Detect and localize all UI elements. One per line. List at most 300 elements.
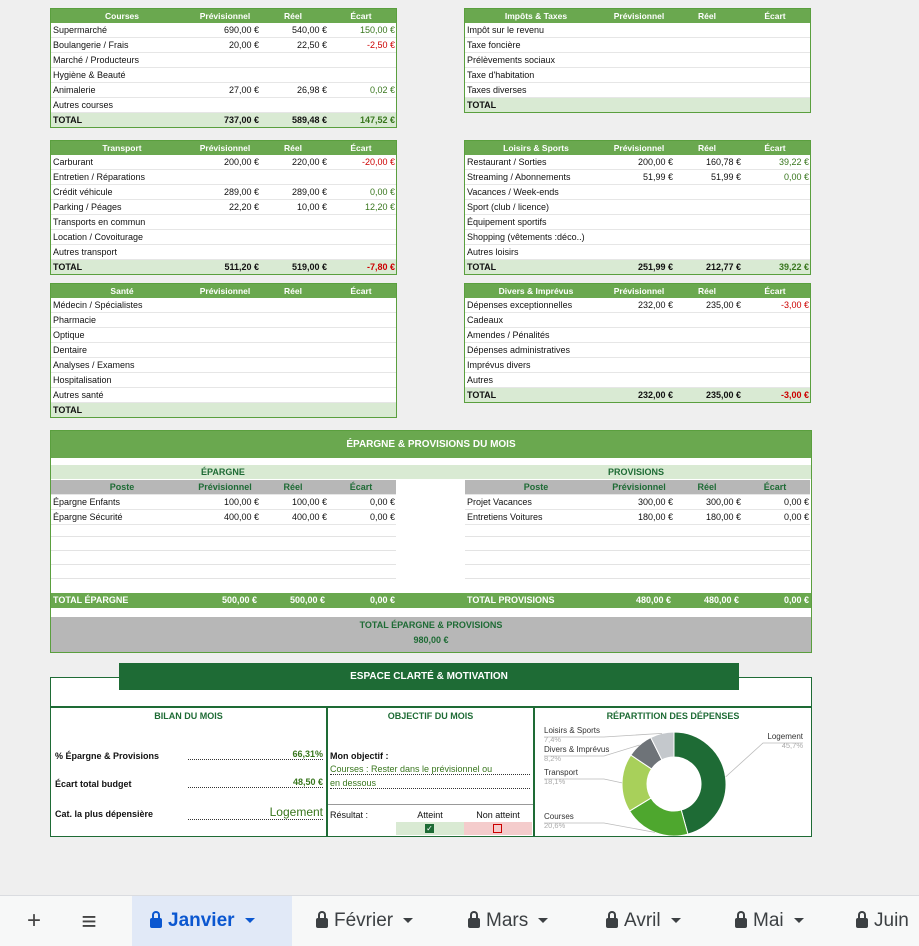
col-reel-header: Réel (283, 482, 303, 492)
row-ecart: -20,00 € (361, 157, 395, 167)
row-prev[interactable] (605, 328, 673, 342)
total-ecart (741, 98, 810, 112)
total-provisions-label: TOTAL PROVISIONS (467, 595, 555, 605)
row-label[interactable]: Restaurant / Sorties (467, 157, 547, 167)
row-label[interactable]: Autres (467, 375, 494, 385)
epargne-title: ÉPARGNE (201, 467, 245, 477)
lock-icon (856, 918, 868, 928)
table-row (51, 215, 396, 230)
expense-donut-chart (535, 708, 811, 836)
bilan-cat-label: Cat. la plus dépensière (55, 809, 154, 819)
row-label[interactable]: Optique (53, 330, 85, 340)
row-reel[interactable] (259, 98, 327, 112)
sheet-tab-label: Juin (874, 910, 909, 931)
table-row (51, 328, 396, 343)
total-label: TOTAL (53, 262, 83, 272)
total-prev: 737,00 € (223, 115, 259, 125)
row-prev[interactable] (191, 373, 259, 387)
sheet-tab-juin[interactable] (838, 896, 919, 946)
table-row (51, 200, 396, 215)
row-label[interactable]: Taxes diverses (467, 85, 527, 95)
row-reel[interactable] (673, 313, 741, 327)
row-prev[interactable] (191, 343, 259, 357)
table-row (51, 343, 396, 358)
row-label[interactable]: Boulangerie / Frais (53, 40, 129, 50)
total-prev: 251,99 € (637, 262, 673, 272)
category-title: Impôts & Taxes (504, 11, 568, 21)
row-ecart: 12,20 € (364, 202, 395, 212)
row-label[interactable]: Taxe d'habitation (467, 70, 535, 80)
row-label[interactable]: Médecin / Spécialistes (53, 300, 143, 310)
row-label[interactable]: Entretien / Réparations (53, 172, 146, 182)
row-ecart (741, 23, 810, 37)
table-row (51, 373, 396, 388)
col-reel-header: Réel (284, 11, 302, 21)
table-row (465, 200, 810, 215)
row-label[interactable]: Carburant (53, 157, 94, 167)
row-prev[interactable] (605, 313, 673, 327)
bilan-ecart-label: Écart total budget (55, 779, 132, 789)
table-header (51, 9, 396, 23)
grand-total-label: TOTAL ÉPARGNE & PROVISIONS (359, 620, 503, 630)
row-prev[interactable]: 180,00 € (637, 512, 673, 522)
row-reel[interactable] (259, 245, 327, 259)
col-reel-header: Réel (698, 143, 716, 153)
row-prev[interactable] (605, 215, 673, 229)
row-prev[interactable] (191, 313, 259, 327)
row-prev[interactable]: 22,20 € (228, 202, 259, 212)
row-ecart (327, 388, 396, 402)
row-reel[interactable]: 235,00 € (705, 300, 741, 310)
row-prev[interactable] (191, 68, 259, 82)
row-label[interactable]: Épargne Sécurité (53, 512, 123, 522)
row-label[interactable]: Analyses / Examens (53, 360, 135, 370)
table-row (465, 185, 810, 200)
row-label[interactable]: Équipement sportifs (467, 217, 547, 227)
row-reel[interactable] (673, 53, 741, 67)
row-prev[interactable] (191, 245, 259, 259)
total-reel (259, 403, 327, 417)
row-ecart (327, 215, 396, 229)
row-prev[interactable] (605, 245, 673, 259)
sheet-tab-f-vrier[interactable] (298, 896, 438, 946)
table-sante (50, 283, 397, 418)
row-reel[interactable] (673, 358, 741, 372)
row-prev[interactable] (605, 38, 673, 52)
row-label[interactable]: Transports en commun (53, 217, 146, 227)
row-prev[interactable]: 51,99 € (642, 172, 673, 182)
table-row (51, 358, 396, 373)
add-sheet-button[interactable]: + (26, 907, 41, 934)
total-ecart: 39,22 € (778, 262, 809, 272)
row-prev[interactable] (605, 23, 673, 37)
chevron-down-icon[interactable] (794, 918, 804, 923)
row-reel[interactable]: 220,00 € (291, 157, 327, 167)
row-prev[interactable] (605, 185, 673, 199)
row-label[interactable]: Parking / Péages (53, 202, 122, 212)
row-prev[interactable] (191, 298, 259, 312)
row-reel[interactable] (673, 83, 741, 97)
savings-section (50, 430, 812, 653)
col-reel-header: Réel (284, 286, 302, 296)
row-prev[interactable]: 100,00 € (223, 497, 259, 507)
table-header (51, 141, 396, 155)
row-prev[interactable] (191, 170, 259, 184)
table-row (465, 373, 810, 388)
row-label[interactable]: Dépenses exceptionnelles (467, 300, 573, 310)
sheet-tab-mars[interactable] (450, 896, 574, 946)
sheet-tab-label: Avril (624, 910, 661, 931)
col-prev-header: Prévisionnel (199, 11, 251, 21)
savings-header (51, 480, 396, 495)
table-transport (50, 140, 397, 275)
table-row (51, 298, 396, 313)
row-label[interactable]: Autres loisirs (467, 247, 519, 257)
row-prev[interactable] (605, 373, 673, 387)
row-reel[interactable]: 26,98 € (296, 85, 327, 95)
row-label[interactable]: Autres transport (53, 247, 118, 257)
col-prev-header: Prévisionnel (613, 11, 665, 21)
row-label[interactable]: Marché / Producteurs (53, 55, 140, 65)
row-reel[interactable] (673, 23, 741, 37)
bilan-epargne-value: 66,31% (188, 749, 323, 760)
lock-icon (606, 918, 618, 928)
row-label[interactable]: Dépenses administratives (467, 345, 571, 355)
row-ecart: 0,00 € (369, 512, 395, 522)
row-reel[interactable]: 51,99 € (710, 172, 741, 182)
objectif-title: OBJECTIF DU MOIS (387, 711, 474, 721)
total-provisions-ecart: 0,00 € (783, 595, 809, 605)
row-ecart (741, 38, 810, 52)
row-ecart (741, 373, 810, 387)
col-ecart-header: Écart (349, 482, 373, 492)
row-prev[interactable]: 200,00 € (223, 157, 259, 167)
donut-percent-label: 7,4% (544, 735, 562, 744)
category-title: Santé (110, 286, 134, 296)
total-ecart: -7,80 € (366, 262, 395, 272)
table-header (465, 284, 810, 298)
donut-category-label: Transport (544, 768, 578, 777)
row-ecart (327, 298, 396, 312)
bilan-cat-value: Logement (188, 805, 323, 820)
row-ecart (327, 170, 396, 184)
row-prev[interactable] (605, 358, 673, 372)
table-total-row (51, 403, 396, 417)
total-label: TOTAL (53, 405, 83, 415)
total-label: TOTAL (53, 115, 83, 125)
grand-total-box (51, 617, 811, 652)
donut-percent-label: 45,7% (781, 741, 803, 750)
row-prev[interactable] (191, 388, 259, 402)
row-label[interactable]: Projet Vacances (467, 497, 532, 507)
category-title: Transport (102, 143, 142, 153)
row-ecart (327, 53, 396, 67)
row-label[interactable]: Hospitalisation (53, 375, 112, 385)
row-prev[interactable] (605, 68, 673, 82)
row-label[interactable]: Vacances / Week-ends (467, 187, 559, 197)
total-reel: 589,48 € (291, 115, 327, 125)
table-row (465, 215, 810, 230)
result-label: Résultat : (330, 810, 369, 820)
chevron-down-icon[interactable] (671, 918, 681, 923)
row-ecart (741, 83, 810, 97)
row-reel[interactable] (673, 343, 741, 357)
col-prev-header: Prévisionnel (199, 286, 251, 296)
row-label[interactable]: Location / Covoiturage (53, 232, 144, 242)
donut-category-label: Logement (767, 732, 803, 741)
row-ecart (327, 68, 396, 82)
row-reel[interactable] (259, 230, 327, 244)
row-reel[interactable] (673, 328, 741, 342)
table-row (51, 170, 396, 185)
row-ecart: 0,00 € (369, 187, 395, 197)
col-poste-header: Poste (109, 482, 135, 492)
row-prev[interactable] (191, 53, 259, 67)
table-header (465, 9, 810, 23)
row-prev[interactable]: 20,00 € (228, 40, 259, 50)
total-reel: 235,00 € (705, 390, 741, 400)
savings-header (465, 480, 810, 495)
col-reel-header: Réel (698, 286, 716, 296)
table-row (465, 83, 810, 98)
total-reel (673, 98, 741, 112)
total-reel: 212,77 € (705, 262, 741, 272)
row-reel[interactable] (259, 358, 327, 372)
row-prev[interactable]: 27,00 € (228, 85, 259, 95)
row-ecart (741, 245, 810, 259)
row-reel[interactable]: 180,00 € (705, 512, 741, 522)
objectif-line1[interactable]: Courses : Rester dans le prévisionnel ou (330, 764, 530, 775)
row-label[interactable]: Imprévus divers (467, 360, 531, 370)
row-ecart (327, 313, 396, 327)
col-ecart-header: Écart (763, 482, 787, 492)
row-ecart: -2,50 € (366, 40, 395, 50)
row-reel[interactable] (673, 215, 741, 229)
table-row (465, 343, 810, 358)
row-ecart: 150,00 € (359, 25, 395, 35)
table-row (465, 170, 810, 185)
motivation-title: ESPACE CLARTÉ & MOTIVATION (119, 663, 739, 690)
provisions-table (465, 480, 810, 525)
row-reel[interactable] (673, 230, 741, 244)
row-prev[interactable]: 690,00 € (223, 25, 259, 35)
col-poste-header: Poste (523, 482, 549, 492)
row-prev[interactable]: 289,00 € (223, 187, 259, 197)
row-reel[interactable] (259, 313, 327, 327)
sheet-tab-avril[interactable] (588, 896, 704, 946)
row-reel[interactable]: 400,00 € (291, 512, 327, 522)
lock-icon (468, 918, 480, 928)
row-prev[interactable]: 400,00 € (223, 512, 259, 522)
col-ecart-header: Écart (350, 11, 372, 21)
row-label[interactable]: Crédit véhicule (53, 187, 113, 197)
chevron-down-icon[interactable] (538, 918, 548, 923)
col-prev-header: Prévisionnel (612, 482, 666, 492)
row-ecart: 0,00 € (369, 497, 395, 507)
total-prev: 232,00 € (637, 390, 673, 400)
row-reel[interactable] (673, 68, 741, 82)
donut-category-label: Divers & Imprévus (544, 745, 610, 754)
row-ecart (741, 68, 810, 82)
row-ecart: 39,22 € (778, 157, 809, 167)
table-row (51, 155, 396, 170)
col-reel-header: Réel (697, 482, 717, 492)
table-loisirs (464, 140, 811, 275)
row-prev[interactable]: 232,00 € (637, 300, 673, 310)
row-ecart (327, 343, 396, 357)
row-prev[interactable] (191, 328, 259, 342)
row-ecart (327, 98, 396, 112)
row-reel[interactable] (673, 38, 741, 52)
row-prev[interactable] (605, 83, 673, 97)
row-reel[interactable]: 300,00 € (705, 497, 741, 507)
row-ecart (741, 328, 810, 342)
row-label[interactable]: Prélèvements sociaux (467, 55, 556, 65)
row-label[interactable]: Épargne Enfants (53, 497, 121, 507)
row-reel[interactable] (259, 343, 327, 357)
sheet-tab-label: Mai (753, 910, 784, 931)
atteint-label: Atteint (417, 810, 443, 820)
row-label[interactable]: Supermarché (53, 25, 108, 35)
row-reel[interactable] (259, 53, 327, 67)
row-ecart (327, 373, 396, 387)
row-reel[interactable] (259, 68, 327, 82)
row-label[interactable]: Shopping (vêtements :déco..) (467, 232, 585, 242)
row-prev[interactable] (605, 343, 673, 357)
sheet-tab-mai[interactable] (717, 896, 825, 946)
row-prev[interactable] (191, 230, 259, 244)
col-prev-header: Prévisionnel (613, 286, 665, 296)
row-ecart (741, 53, 810, 67)
row-ecart (741, 358, 810, 372)
savings-row (465, 495, 810, 510)
table-row (51, 313, 396, 328)
donut-category-label: Loisirs & Sports (544, 726, 601, 735)
row-reel[interactable]: 100,00 € (291, 497, 327, 507)
table-divers (464, 283, 811, 403)
col-prev-header: Prévisionnel (199, 143, 251, 153)
bilan-epargne-label: % Épargne & Provisions (55, 751, 160, 761)
total-ecart: -3,00 € (780, 390, 809, 400)
row-ecart (327, 245, 396, 259)
row-reel[interactable]: 160,78 € (705, 157, 741, 167)
table-row (51, 53, 396, 68)
row-label[interactable]: Cadeaux (467, 315, 504, 325)
row-label[interactable]: Autres courses (53, 100, 114, 110)
chart-title: RÉPARTITION DES DÉPENSES (606, 711, 740, 721)
objectif-line2[interactable]: en dessous (330, 778, 530, 789)
total-provisions-prev: 480,00 € (635, 595, 671, 605)
table-row (465, 53, 810, 68)
atteint-checkbox[interactable]: ✓ (426, 824, 433, 833)
row-label[interactable]: Hygiène & Beauté (53, 70, 126, 80)
row-prev[interactable]: 300,00 € (637, 497, 673, 507)
total-epargne-prev: 500,00 € (221, 595, 257, 605)
row-ecart (741, 313, 810, 327)
row-label[interactable]: Impôt sur le revenu (467, 25, 545, 35)
row-label[interactable]: Dentaire (53, 345, 88, 355)
row-label[interactable]: Pharmacie (53, 315, 97, 325)
category-title: Divers & Imprévus (498, 286, 574, 296)
total-provisions-reel: 480,00 € (703, 595, 739, 605)
row-reel[interactable]: 22,50 € (296, 40, 327, 50)
row-prev[interactable] (191, 215, 259, 229)
col-reel-header: Réel (284, 143, 302, 153)
table-row (51, 68, 396, 83)
row-reel[interactable] (259, 170, 327, 184)
row-ecart (327, 358, 396, 372)
row-reel[interactable] (259, 328, 327, 342)
col-reel-header: Réel (698, 11, 716, 21)
row-reel[interactable] (259, 388, 327, 402)
table-row (51, 388, 396, 403)
bilan-ecart-value: 48,50 € (188, 777, 323, 788)
row-label[interactable]: Streaming / Abonnements (467, 172, 571, 182)
row-reel[interactable]: 289,00 € (291, 187, 327, 197)
table-total-row (51, 260, 396, 274)
total-ecart: 147,52 € (359, 115, 395, 125)
chevron-down-icon[interactable] (245, 918, 255, 923)
table-row (51, 230, 396, 245)
row-prev[interactable] (191, 358, 259, 372)
savings-title: ÉPARGNE & PROVISIONS DU MOIS (51, 431, 811, 458)
savings-row (51, 510, 396, 525)
row-label[interactable]: Taxe foncière (467, 40, 521, 50)
table-row (465, 230, 810, 245)
total-label: TOTAL (467, 262, 497, 272)
row-reel[interactable] (673, 200, 741, 214)
row-reel[interactable] (673, 245, 741, 259)
epargne-table (51, 480, 396, 525)
all-sheets-menu-icon[interactable]: ≡ (81, 906, 97, 936)
lock-icon (150, 918, 162, 928)
row-prev[interactable] (605, 200, 673, 214)
row-label[interactable]: Autres santé (53, 390, 104, 400)
donut-category-label: Courses (544, 812, 574, 821)
row-prev[interactable] (605, 230, 673, 244)
row-reel[interactable] (673, 373, 741, 387)
chevron-down-icon[interactable] (403, 918, 413, 923)
col-prev-header: Prévisionnel (198, 482, 252, 492)
row-ecart: 0,00 € (783, 512, 809, 522)
row-reel[interactable] (673, 185, 741, 199)
row-reel[interactable] (259, 373, 327, 387)
row-label[interactable]: Entretiens Voitures (467, 512, 543, 522)
row-label[interactable]: Amendes / Pénalités (467, 330, 550, 340)
row-prev[interactable]: 200,00 € (637, 157, 673, 167)
col-ecart-header: Écart (764, 143, 786, 153)
col-prev-header: Prévisionnel (613, 143, 665, 153)
row-label[interactable]: Animalerie (53, 85, 96, 95)
total-epargne-label: TOTAL ÉPARGNE (53, 595, 129, 605)
row-ecart: 0,00 € (783, 497, 809, 507)
row-prev[interactable] (191, 98, 259, 112)
savings-row (51, 495, 396, 510)
total-label: TOTAL (467, 100, 497, 110)
sheet-tab-janvier[interactable] (132, 896, 292, 946)
row-reel[interactable] (259, 215, 327, 229)
category-title: Loisirs & Sports (503, 143, 569, 153)
donut-percent-label: 20,6% (544, 821, 566, 830)
row-reel[interactable]: 10,00 € (296, 202, 327, 212)
row-reel[interactable] (259, 298, 327, 312)
row-prev[interactable] (605, 53, 673, 67)
table-row (465, 313, 810, 328)
non-atteint-checkbox[interactable] (493, 824, 502, 833)
row-ecart (741, 185, 810, 199)
row-reel[interactable]: 540,00 € (291, 25, 327, 35)
row-label[interactable]: Sport (club / licence) (467, 202, 550, 212)
